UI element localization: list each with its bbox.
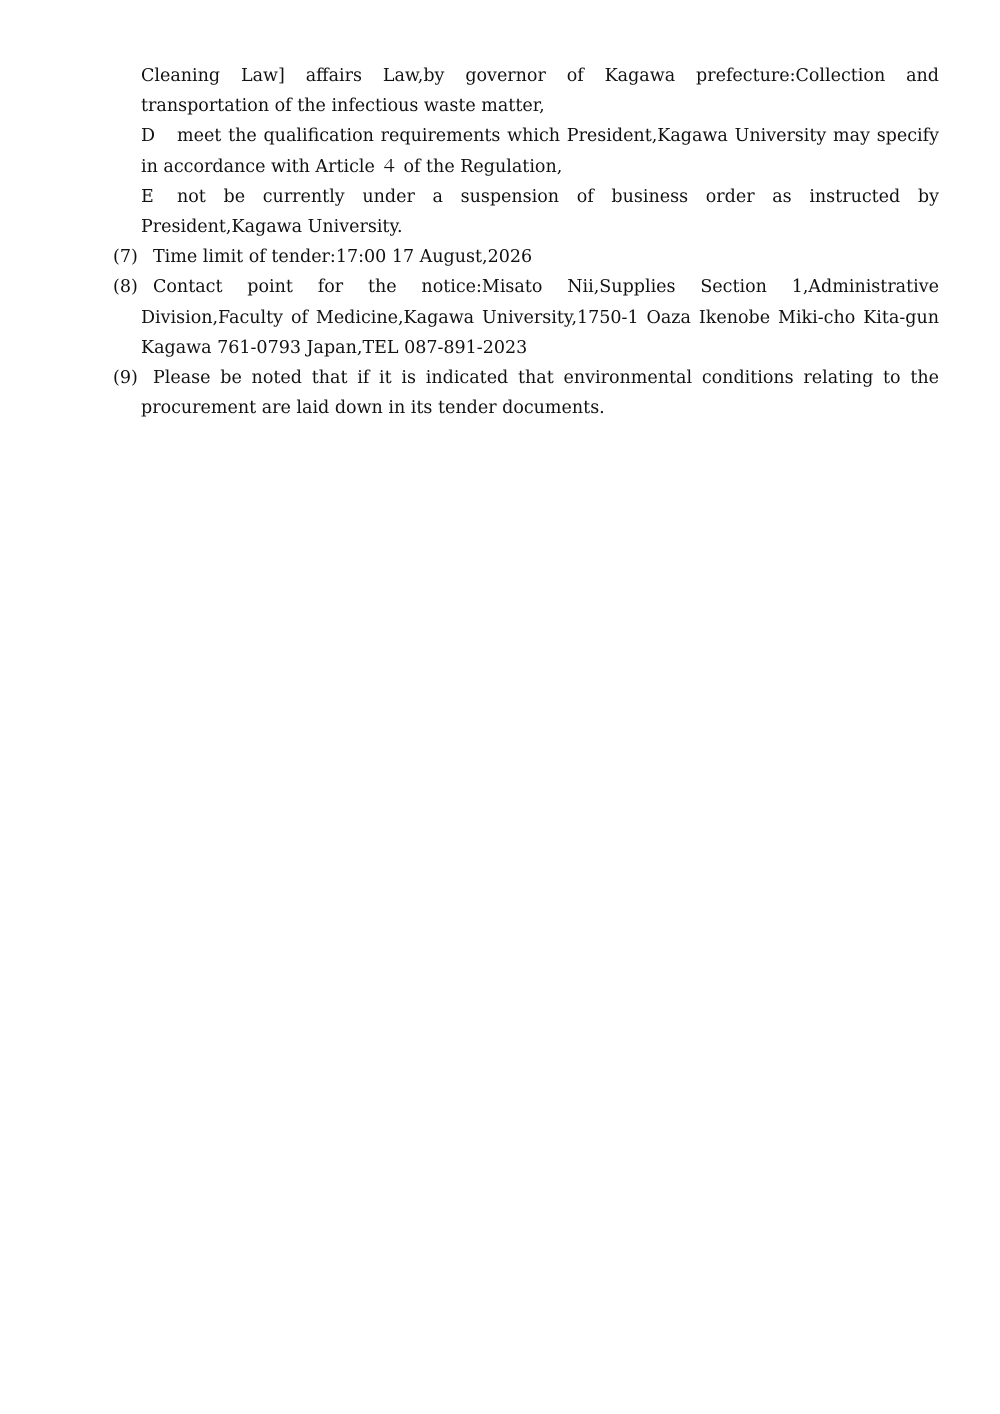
sub-item-d: [113, 121, 939, 181]
numbered-item-7: [113, 242, 939, 272]
sub-item-text: meet the qualification requirements which President,Kagawa University may specify in accordance with Article ４ of the Regulation,: [141, 126, 939, 177]
sub-item-marker: D: [141, 126, 156, 147]
sub-item-marker: E: [141, 186, 154, 207]
numbered-item-marker: (9): [113, 368, 138, 389]
numbered-item-8: [113, 272, 939, 363]
numbered-item-text: Contact point for the notice:Misato Nii,Supplies Section 1,Administrative Division,Faculty of Medicine,Kagawa University,1750-1 Oaza Ikenobe Miki-cho Kita-gun Kagawa 761-0793 Japan,TEL 087-891-2023: [141, 277, 939, 358]
numbered-item-text: Time limit of tender:17:00 17 August,2026: [153, 247, 533, 268]
sub-item-e: [113, 182, 939, 242]
numbered-item-text: Please be noted that if it is indicated that environmental conditions relating to the procurement are laid down in its tender documents.: [141, 368, 939, 419]
numbered-item-9: [113, 363, 939, 423]
numbered-item-marker: (7): [113, 247, 138, 268]
document-body: [113, 61, 939, 423]
numbered-item-marker: (8): [113, 277, 138, 298]
sub-item-text: not be currently under a suspension of business order as instructed by President,Kagawa University.: [141, 186, 939, 238]
continuation-paragraph: Cleaning Law] affairs Law,by governor of Kagawa prefecture:Collection and transportation of the infectious waste matter,: [141, 66, 939, 117]
